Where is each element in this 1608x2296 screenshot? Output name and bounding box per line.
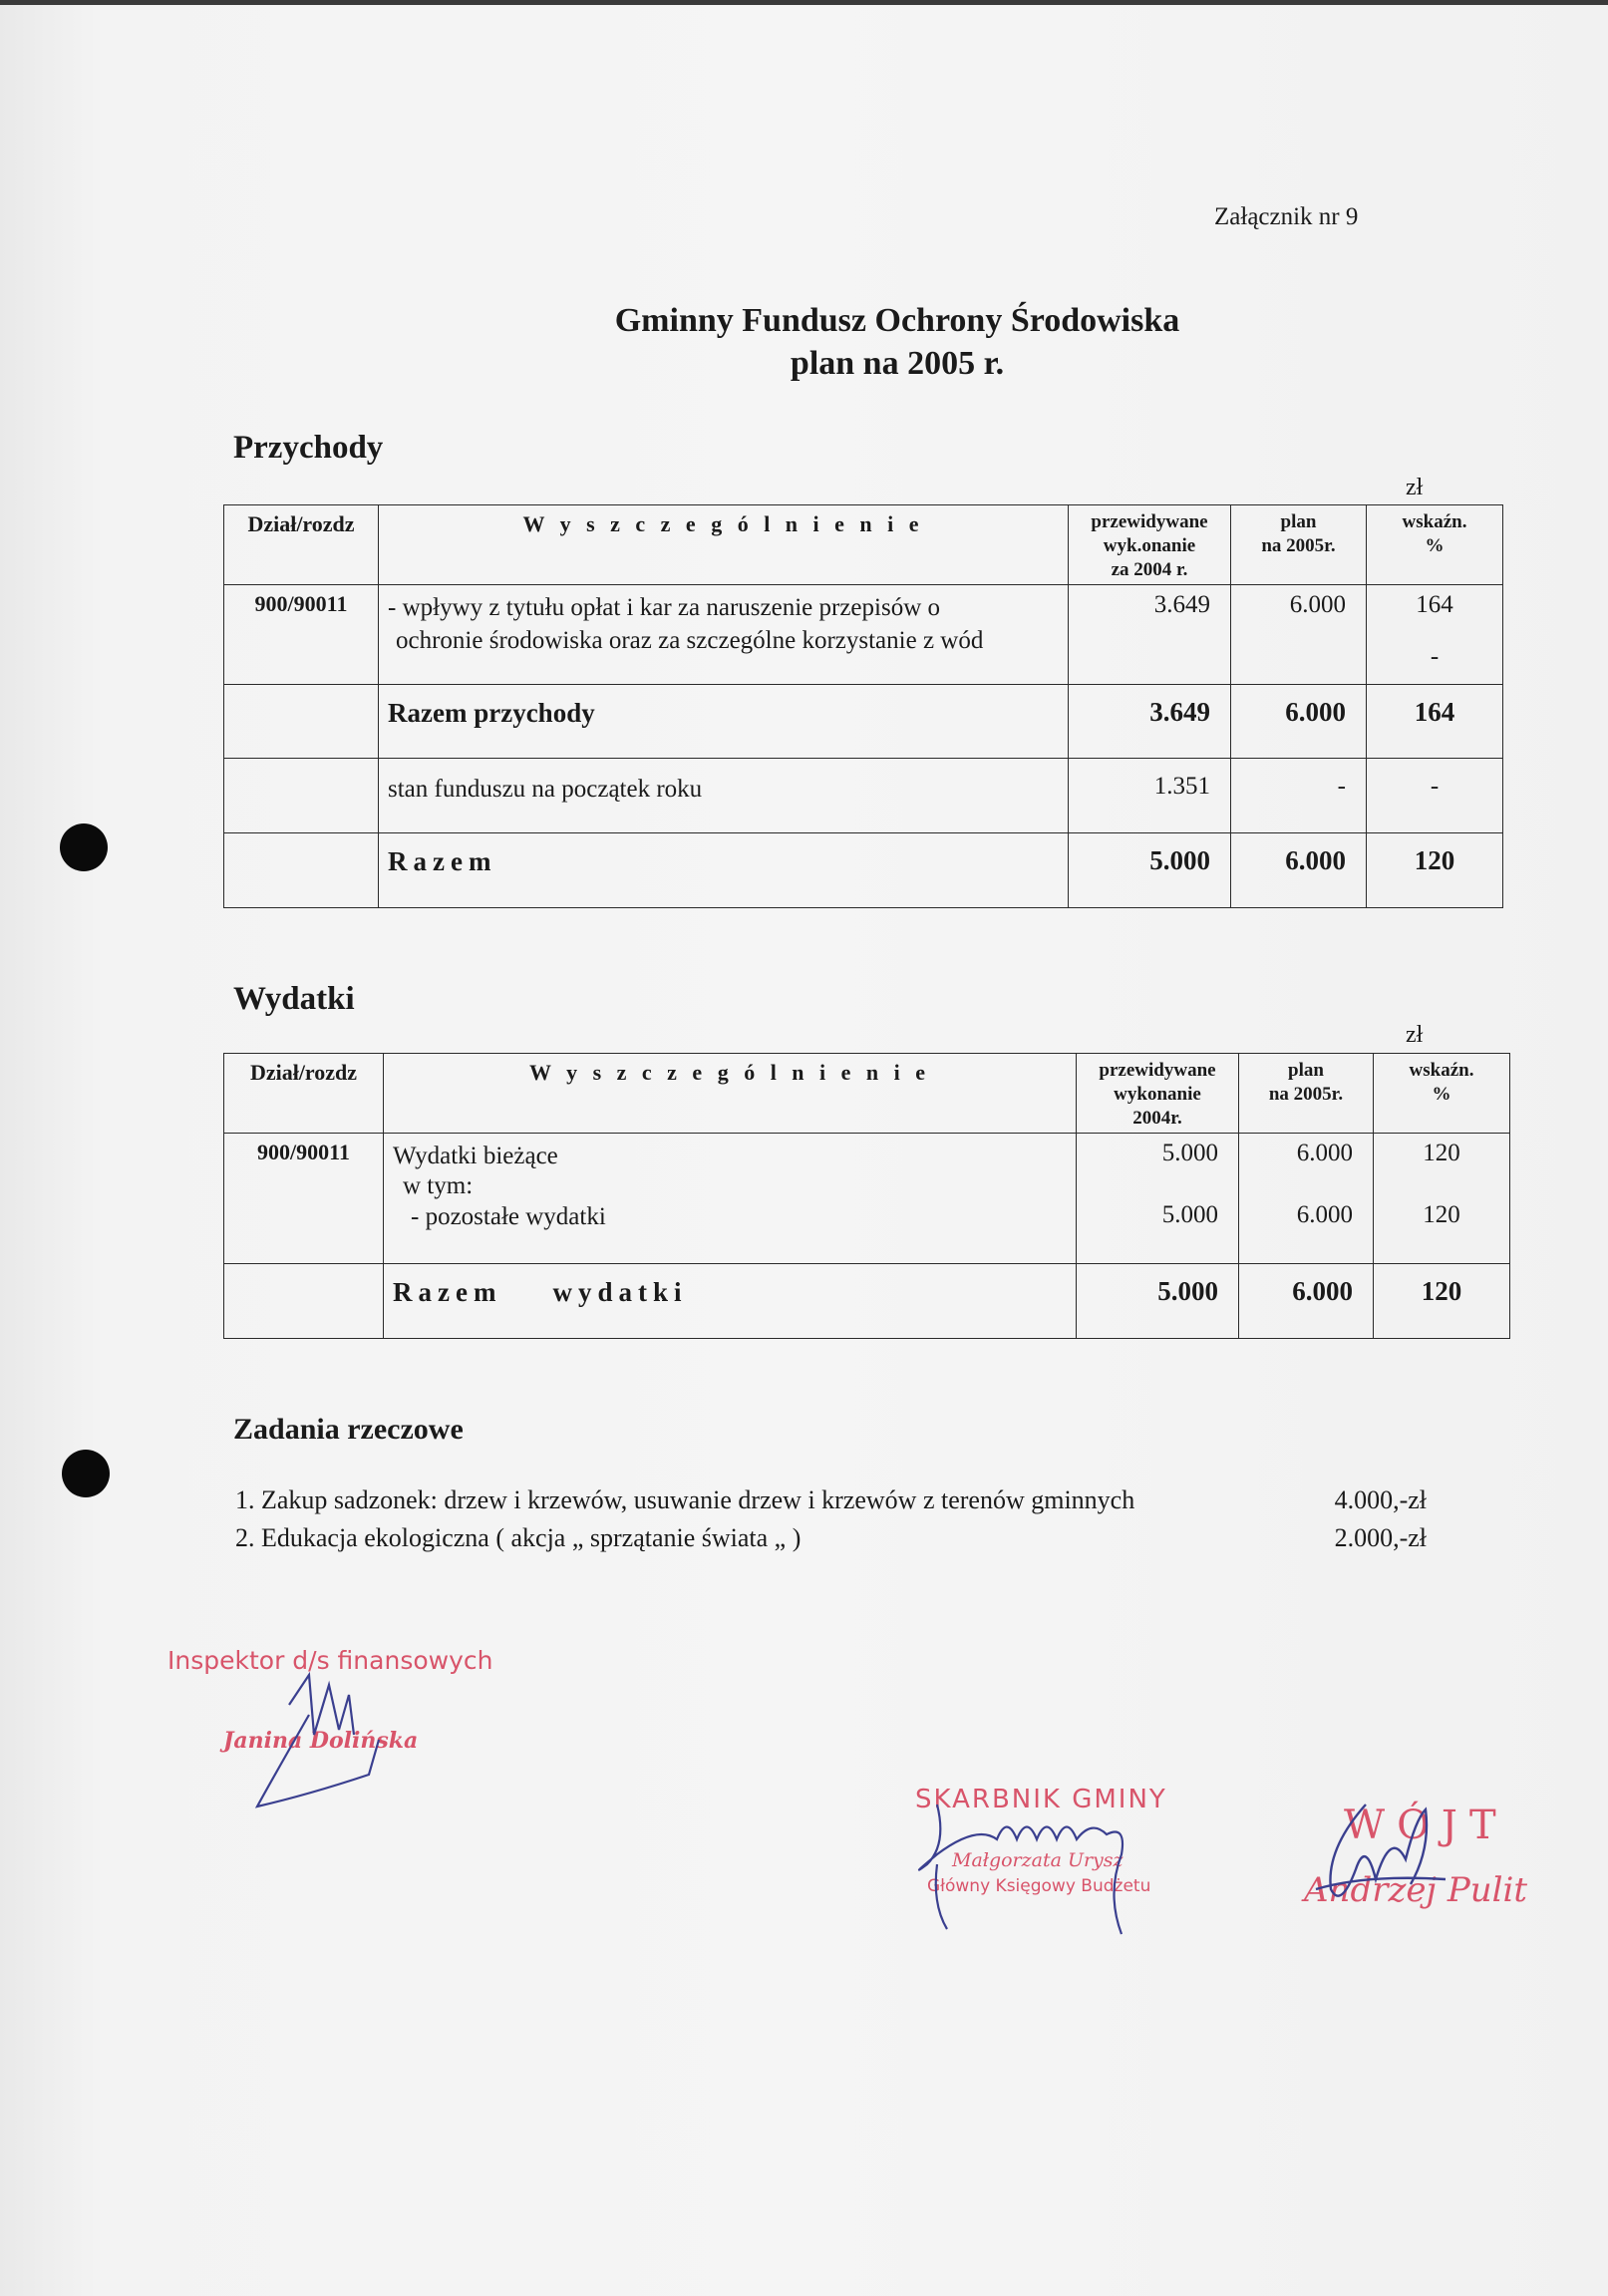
treasurer-stamp-title: SKARBNIK GMINY (915, 1785, 1167, 1814)
cell-previous: 3.649 (1069, 685, 1231, 759)
cell-description: Wydatki bieżące w tym: - pozostałe wydatki (384, 1134, 1077, 1264)
punch-hole (62, 1450, 110, 1497)
table-row (224, 585, 1503, 685)
annex-label: Załącznik nr 9 (1214, 203, 1359, 230)
header-description: W y s z c z e g ó l n i e n i e (379, 505, 1069, 585)
table-row (224, 833, 1503, 908)
cell-description: Razem wydatki (384, 1264, 1077, 1339)
cell-index: 120 (1367, 833, 1503, 908)
cell-description: stan funduszu na początek roku (379, 759, 1069, 833)
inspector-stamp-title: Inspektor d/s finansowych (167, 1646, 493, 1675)
inspector-stamp-name: Janina Dolińska (223, 1728, 419, 1754)
income-heading: Przychody (233, 430, 384, 466)
header-index: wskaźn. % (1367, 505, 1503, 585)
document-title: Gminny Fundusz Ochrony Środowiska (614, 302, 1180, 339)
mayor-stamp-name: Andrzej Pulit (1304, 1870, 1528, 1910)
cell-index: 120 (1374, 1264, 1510, 1339)
treasurer-stamp-name: Małgorzata Urysz (952, 1849, 1124, 1871)
scan-edge (0, 0, 1608, 5)
cell-dzial: 900/90011 (224, 585, 379, 685)
header-previous: przewidywane wyk.onanie za 2004 r. (1069, 505, 1231, 585)
cell-previous: 5.000 (1077, 1264, 1239, 1339)
header-description: W y s z c z e g ó l n i e n i e (384, 1054, 1077, 1134)
header-index: wskaźn. % (1374, 1054, 1510, 1134)
income-table (223, 504, 1503, 908)
cell-dzial: 900/90011 (224, 1134, 384, 1264)
task-text: 2. Edukacja ekologiczna ( akcja „ sprzątanie świata „ ) (235, 1523, 802, 1552)
tasks-heading: Zadania rzeczowe (233, 1413, 464, 1446)
list-item (235, 1485, 1427, 1515)
header-dzial: Dział/rozdz (224, 505, 379, 585)
cell-index: 164 - (1367, 585, 1503, 685)
cell-index: 164 (1367, 685, 1503, 759)
cell-plan: - (1231, 759, 1367, 833)
cell-plan: 6.000 (1231, 833, 1367, 908)
cell-plan: 6.000 (1239, 1264, 1374, 1339)
cell-index: 120 120 (1374, 1134, 1510, 1264)
cell-plan: 6.000 (1231, 685, 1367, 759)
header-dzial: Dział/rozdz (224, 1054, 384, 1134)
table-row (224, 685, 1503, 759)
cell-index: - (1367, 759, 1503, 833)
punch-hole (60, 823, 108, 871)
treasurer-stamp-role: Główny Księgowy Budżetu (927, 1876, 1151, 1896)
table-row (224, 759, 1503, 833)
mayor-stamp-title: WÓJT (1344, 1803, 1508, 1848)
cell-previous: 5.000 (1069, 833, 1231, 908)
table-row (224, 1264, 1510, 1339)
task-amount: 2.000,-zł (1334, 1523, 1427, 1552)
cell-description: Razem przychody (379, 685, 1069, 759)
inspector-signature (249, 1645, 399, 1814)
cell-previous: 1.351 (1069, 759, 1231, 833)
task-text: 1. Zakup sadzonek: drzew i krzewów, usuwanie drzew i krzewów z terenów gminnych (235, 1485, 1135, 1514)
header-plan: plan na 2005r. (1239, 1054, 1374, 1134)
expenses-table (223, 1053, 1510, 1339)
cell-previous: 3.649 (1069, 585, 1231, 685)
cell-description: Razem (379, 833, 1069, 908)
mayor-signature (1306, 1790, 1455, 1919)
expenses-heading: Wydatki (233, 981, 355, 1017)
cell-plan: 6.000 (1231, 585, 1367, 685)
header-previous: przewidywane wykonanie 2004r. (1077, 1054, 1239, 1134)
header-plan: plan na 2005r. (1231, 505, 1367, 585)
expenses-unit: zł (1406, 1022, 1424, 1048)
cell-plan: 6.000 6.000 (1239, 1134, 1374, 1264)
table-row (224, 1134, 1510, 1264)
treasurer-signature (907, 1785, 1166, 1934)
document-subtitle: plan na 2005 r. (790, 345, 1005, 382)
cell-description: - wpływy z tytułu opłat i kar za naruszenie przepisów o ochronie środowiska oraz za szczególne korzystanie z wód (379, 585, 1069, 685)
income-unit: zł (1406, 475, 1424, 500)
list-item (235, 1523, 1427, 1553)
task-amount: 4.000,-zł (1334, 1485, 1427, 1514)
cell-previous: 5.000 5.000 (1077, 1134, 1239, 1264)
